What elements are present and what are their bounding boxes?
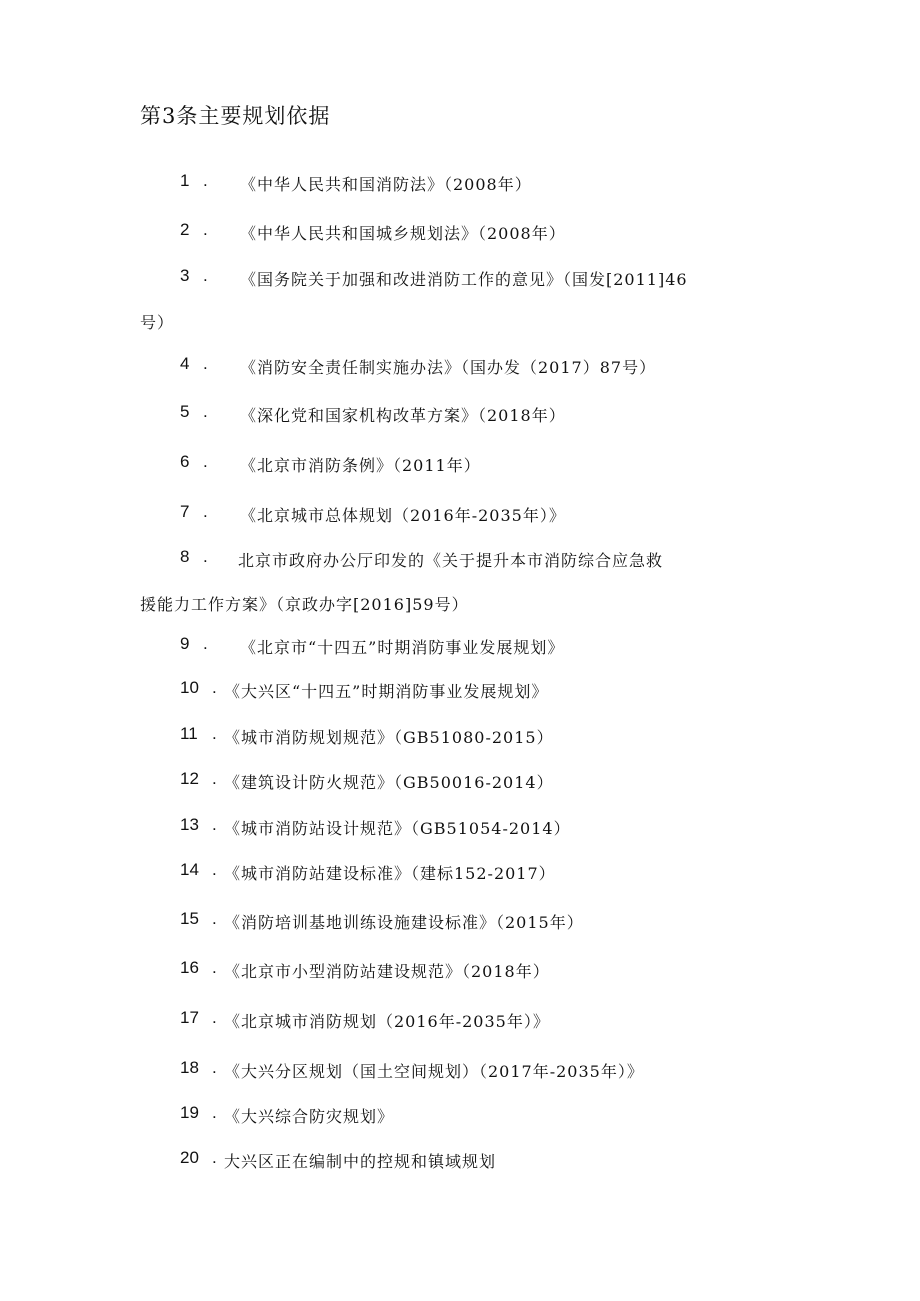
item-text: 《北京城市消防规划（2016年-2035年）》: [224, 1012, 550, 1031]
item-text: 《中华人民共和国城乡规划法》（2008年）: [240, 224, 566, 243]
item-text: 《北京市消防条例》（2011年）: [240, 456, 481, 475]
item-text: 北京市政府办公厅印发的《关于提升本市消防综合应急救: [238, 551, 664, 570]
item-separator: .: [212, 909, 217, 928]
item-number: 10: [180, 678, 199, 697]
item-separator: .: [203, 402, 208, 421]
item-separator: .: [203, 220, 208, 239]
item-text: 《消防培训基地训练设施建设标准》（2015年）: [224, 913, 584, 932]
item-text: 《北京市小型消防站建设规范》（2018年）: [224, 962, 550, 981]
list-item-19: [0, 1103, 920, 1133]
list-item-11: [0, 724, 920, 754]
list-item-14: [0, 860, 920, 890]
list-item-6: [0, 452, 920, 482]
item-separator: .: [212, 860, 217, 879]
item-separator: .: [203, 266, 208, 285]
item-number: 15: [180, 909, 199, 928]
item-text: 《深化党和国家机构改革方案》（2018年）: [240, 406, 566, 425]
list-item-3-continuation: 号）: [140, 313, 175, 332]
list-item-8-continuation: 援能力工作方案》（京政办字[2016]59号）: [140, 595, 469, 614]
item-text: 《北京城市总体规划（2016年-2035年）》: [240, 506, 566, 525]
item-text: 《城市消防站设计规范》（GB51054-2014）: [224, 819, 571, 838]
item-number: 8: [180, 547, 190, 566]
item-number: 13: [180, 815, 199, 834]
item-number: 5: [180, 402, 190, 421]
item-number: 14: [180, 860, 199, 879]
item-number: 20: [180, 1148, 199, 1167]
item-separator: .: [203, 547, 208, 566]
list-item-13: [0, 815, 920, 845]
item-number: 9: [180, 634, 190, 653]
list-item-18: [0, 1058, 920, 1088]
item-separator: .: [212, 678, 217, 697]
item-text: 《中华人民共和国消防法》（2008年）: [240, 175, 532, 194]
item-text: 《国务院关于加强和改进消防工作的意见》（国发[2011]46: [240, 270, 688, 289]
item-number: 4: [180, 354, 190, 373]
item-number: 17: [180, 1008, 199, 1027]
item-text: 《城市消防规划规范》（GB51080-2015）: [224, 728, 554, 747]
item-separator: .: [212, 1103, 217, 1122]
item-text: 《大兴分区规划（国土空间规划）（2017年-2035年）》: [224, 1062, 644, 1081]
item-text: 《消防安全责任制实施办法》（国办发（2017）87号）: [240, 358, 657, 377]
item-separator: .: [212, 958, 217, 977]
list-item-8: [0, 547, 920, 577]
item-separator: .: [212, 1058, 217, 1077]
item-number: 1: [180, 171, 190, 190]
item-separator: .: [212, 1148, 217, 1167]
item-number: 7: [180, 502, 190, 521]
list-item-20: [0, 1148, 920, 1178]
item-number: 18: [180, 1058, 199, 1077]
list-item-16: [0, 958, 920, 988]
item-separator: .: [212, 724, 217, 743]
item-number: 3: [180, 266, 190, 285]
item-text: 《建筑设计防火规范》（GB50016-2014）: [224, 773, 554, 792]
item-number: 12: [180, 769, 199, 788]
item-separator: .: [203, 452, 208, 471]
item-separator: .: [212, 815, 217, 834]
list-item-10: [0, 678, 920, 708]
item-text: 《城市消防站建设标准》（建标152-2017）: [224, 864, 556, 883]
item-text: 《大兴综合防灾规划》: [224, 1107, 395, 1126]
item-separator: .: [203, 171, 208, 190]
item-separator: .: [212, 769, 217, 788]
list-item-17: [0, 1008, 920, 1038]
list-item-7: [0, 502, 920, 532]
list-item-1: [0, 171, 920, 201]
item-text: 《大兴区“十四五”时期消防事业发展规划》: [224, 682, 549, 701]
list-item-2: [0, 220, 920, 250]
item-number: 11: [180, 724, 198, 743]
section-heading: 第3条主要规划依据: [140, 104, 331, 128]
item-text: 大兴区正在编制中的控规和镇域规划: [224, 1152, 497, 1171]
list-item-9: [0, 634, 920, 664]
list-item-3: [0, 266, 920, 296]
item-separator: .: [203, 634, 208, 653]
list-item-5: [0, 402, 920, 432]
item-number: 19: [180, 1103, 199, 1122]
item-separator: .: [212, 1008, 217, 1027]
item-number: 16: [180, 958, 199, 977]
list-item-15: [0, 909, 920, 939]
item-separator: .: [203, 502, 208, 521]
item-separator: .: [203, 354, 208, 373]
item-number: 2: [180, 220, 190, 239]
list-item-12: [0, 769, 920, 799]
item-number: 6: [180, 452, 190, 471]
item-text: 《北京市“十四五”时期消防事业发展规划》: [240, 638, 565, 657]
list-item-4: [0, 354, 920, 384]
